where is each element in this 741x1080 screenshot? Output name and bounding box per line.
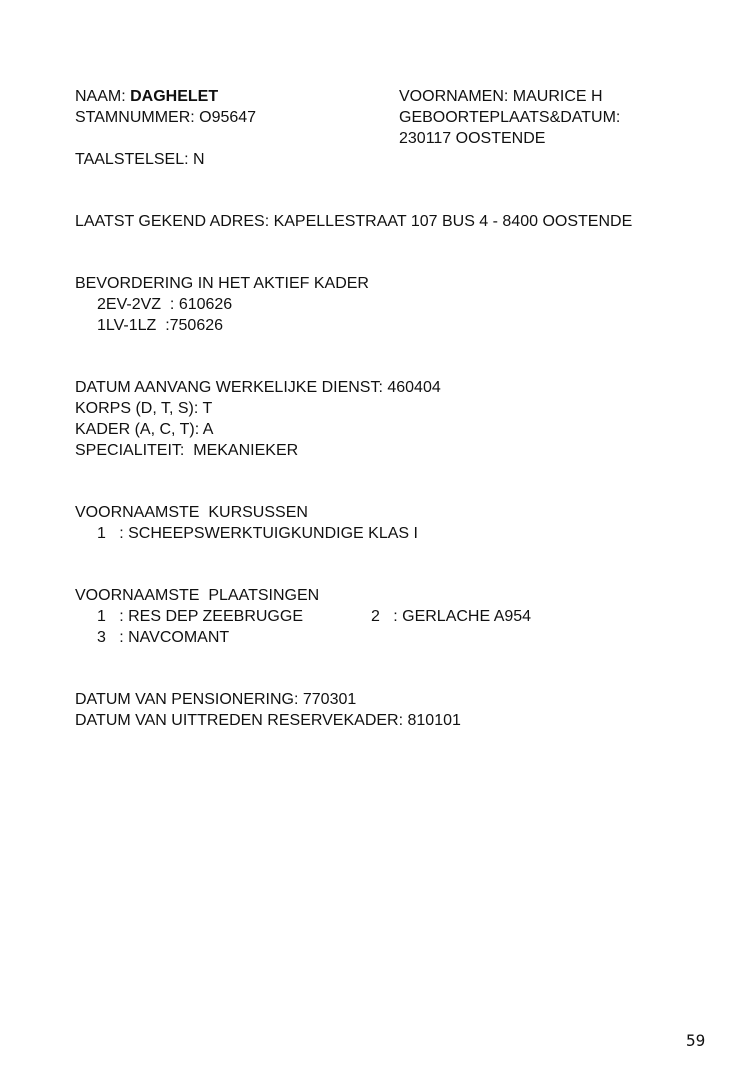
dienst-aanvang: DATUM AANVANG WERKELIJKE DIENST: 460404 bbox=[75, 379, 441, 396]
plaatsing-item: 1 : RES DEP ZEEBRUGGE bbox=[97, 608, 303, 625]
kursussen-heading: VOORNAAMSTE KURSUSSEN bbox=[75, 504, 308, 521]
page-number: 59 bbox=[686, 1031, 706, 1050]
geboorte-label: GEBOORTEPLAATS&DATUM: bbox=[399, 109, 621, 126]
naam-line bbox=[75, 86, 218, 107]
pensionering: DATUM VAN PENSIONERING: 770301 bbox=[75, 691, 357, 708]
specialiteit: SPECIALITEIT: MEKANIEKER bbox=[75, 442, 299, 459]
bevordering-heading: BEVORDERING IN HET AKTIEF KADER bbox=[75, 275, 369, 292]
bevordering-line: 1LV-1LZ :750626 bbox=[97, 317, 224, 334]
kursus-item: 1 : SCHEEPSWERKTUIGKUNDIGE KLAS I bbox=[97, 525, 418, 542]
uittreden-reservekader: DATUM VAN UITTREDEN RESERVEKADER: 810101 bbox=[75, 712, 461, 729]
plaatsing-item: 2 : GERLACHE A954 bbox=[371, 608, 532, 625]
naam-label: NAAM: bbox=[75, 88, 126, 105]
voornamen: VOORNAMEN: MAURICE H bbox=[399, 88, 603, 105]
naam-value: DAGHELET bbox=[130, 88, 219, 105]
adres: LAATST GEKEND ADRES: KAPELLESTRAAT 107 BUS 4 - 8400 OOSTENDE bbox=[75, 213, 633, 230]
plaatsingen-heading: VOORNAAMSTE PLAATSINGEN bbox=[75, 587, 320, 604]
stamnummer: STAMNUMMER: O95647 bbox=[75, 109, 257, 126]
bevordering-line: 2EV-2VZ : 610626 bbox=[97, 296, 233, 313]
kader: KADER (A, C, T): A bbox=[75, 421, 214, 438]
geboorte-value: 230117 OOSTENDE bbox=[399, 130, 546, 147]
plaatsing-item: 3 : NAVCOMANT bbox=[97, 629, 230, 646]
taalstelsel: TAALSTELSEL: N bbox=[75, 151, 205, 168]
korps: KORPS (D, T, S): T bbox=[75, 400, 213, 417]
